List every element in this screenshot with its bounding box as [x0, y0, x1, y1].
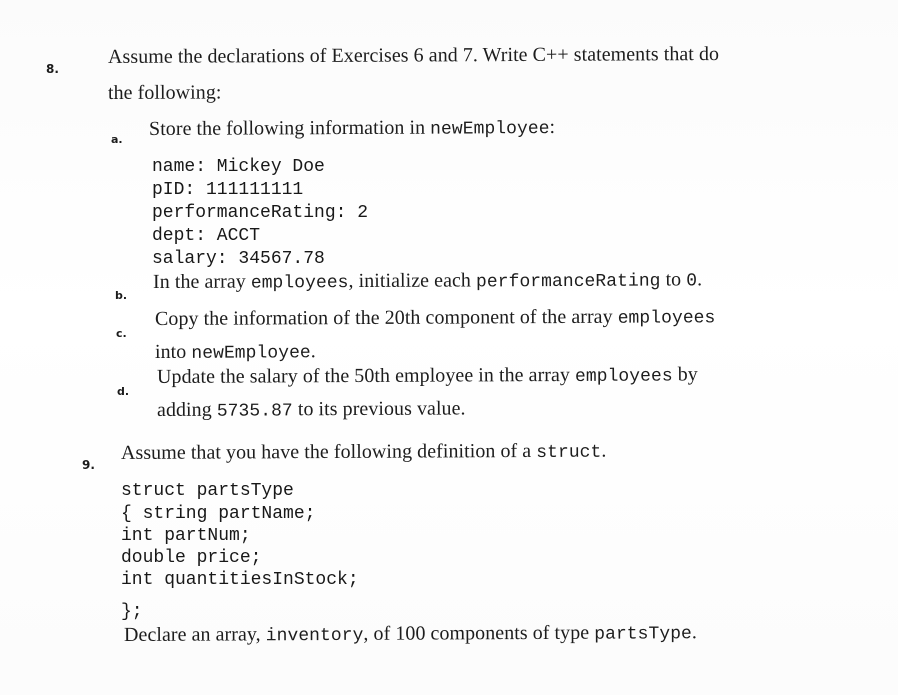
employee-name-line: name: Mickey Doe: [152, 157, 325, 177]
employee-rating-line: performanceRating: 2: [152, 203, 369, 223]
exercise-9-declare-text: [124, 622, 697, 646]
exercise-8d-label: d.: [117, 385, 130, 398]
exercise-8-intro-line-1: Assume the declarations of Exercises 6 and 7. Write C++ statements that do: [107, 43, 720, 68]
exercise-8a-text-after: :: [549, 116, 556, 139]
exercise-8-intro-line-2: the following:: [107, 81, 222, 104]
exercise-8b-label: b.: [115, 289, 128, 302]
exercise-8c-line-2-text: into: [154, 340, 192, 363]
exercise-8a-text-before: Store the following information in: [148, 116, 431, 140]
exercise-8c-line-2-code: newEmployee: [191, 343, 311, 364]
exercise-8d-line-1: [157, 364, 698, 388]
struct-part-name-line: { string partName;: [121, 504, 316, 524]
exercise-8d-line-1-end: by: [672, 363, 698, 386]
struct-price-line: double price;: [121, 548, 262, 568]
exercise-9-declare-text-1: Declare an array,: [123, 623, 266, 646]
exercise-8b-text-2: , initialize each: [348, 269, 477, 293]
struct-header-line: struct partsType: [121, 481, 294, 501]
exercise-9-intro-text: Assume that you have the following definition of a: [120, 439, 537, 464]
struct-part-num-line: int partNum;: [121, 526, 251, 546]
exercise-9-intro-code: struct: [536, 442, 602, 463]
exercise-8-number: 8.: [46, 62, 59, 76]
exercise-8c-line-2: [155, 341, 316, 363]
exercise-8d-line-2-text: adding: [156, 398, 217, 421]
exercise-8b-code-3: 0: [686, 271, 698, 292]
exercise-8b-text-1: In the array: [152, 270, 251, 293]
exercise-9-declare-code-2: partsType: [594, 624, 692, 645]
exercise-9-intro-end: .: [601, 439, 607, 462]
exercise-9-declare-code-1: inventory: [265, 625, 364, 647]
exercise-8d-line-2: [157, 398, 466, 421]
exercise-8c-line-1-text: Copy the information of the 20th component of the array: [154, 305, 618, 330]
exercise-9-number: 9.: [82, 458, 95, 472]
exercise-9-intro: [121, 441, 607, 464]
exercise-8a-label: a.: [111, 133, 123, 146]
struct-close-line: };: [121, 602, 143, 622]
exercise-9-declare-text-2: , of 100 components of type: [363, 621, 595, 645]
exercise-8c-label: c.: [116, 327, 127, 340]
struct-quantities-line: int quantitiesInStock;: [121, 570, 359, 590]
employee-pid-line: pID: 111111111: [152, 180, 304, 200]
exercise-8a-text: [149, 117, 555, 140]
exercise-8c-line-1-code: employees: [617, 308, 716, 329]
exercise-8c-line-1: [155, 306, 715, 330]
exercise-8d-line-1-code: employees: [574, 366, 673, 387]
exercise-8b-code-2: performanceRating: [475, 271, 661, 293]
exercise-9-declare-end: .: [691, 621, 697, 644]
exercise-8b-text: [153, 269, 702, 293]
exercise-8b-text-3: to: [660, 268, 687, 291]
exercise-8b-text-4: .: [697, 268, 703, 291]
employee-salary-line: salary: 34567.78: [152, 249, 325, 269]
exercise-8d-line-2-code: 5735.87: [216, 401, 293, 422]
exercise-8a-code: newEmployee: [430, 119, 550, 140]
exercise-8d-line-2-end: to its previous value.: [292, 397, 466, 421]
employee-dept-line: dept: ACCT: [152, 226, 261, 246]
exercise-8d-line-1-text: Update the salary of the 50th employee in the array: [156, 363, 576, 388]
exercise-8b-code-1: employees: [250, 273, 349, 294]
exercise-8c-line-2-end: .: [310, 340, 316, 363]
